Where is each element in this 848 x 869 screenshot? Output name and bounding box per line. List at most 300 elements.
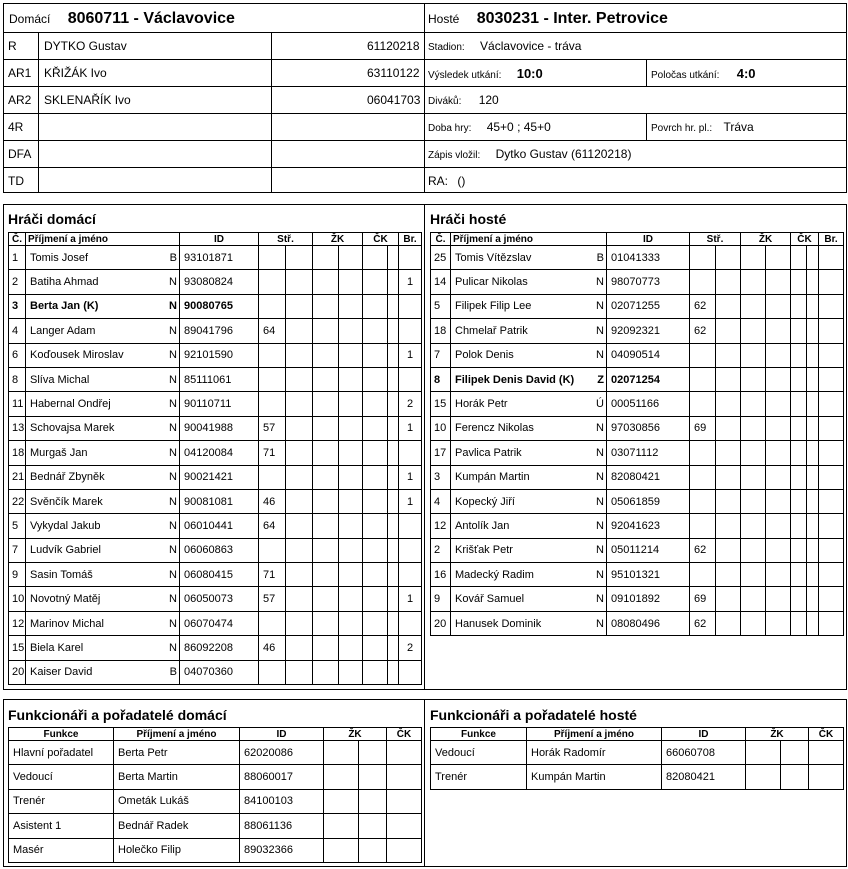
player-yellow-1 <box>313 441 339 465</box>
player-goals <box>819 563 844 587</box>
player-name: Berta Jan (K) <box>26 294 169 318</box>
player-yellow-2 <box>339 489 363 513</box>
home-col-name: Příjmení a jméno <box>26 233 180 246</box>
player-goals <box>819 319 844 343</box>
away-team-line <box>428 10 668 28</box>
home-col-no: Č. <box>9 233 26 246</box>
spectators-row <box>428 93 499 107</box>
player-red-1 <box>791 416 807 440</box>
player-red-2 <box>388 343 399 367</box>
player-name: Novotný Matěj <box>26 587 169 611</box>
player-number: 18 <box>431 319 451 343</box>
stadium-row <box>428 39 581 53</box>
player-id: 93080824 <box>180 270 259 294</box>
player-id: 04120084 <box>180 441 259 465</box>
home-func-col-role: Funkce <box>9 728 114 741</box>
player-name: Pavlica Patrik <box>451 441 594 465</box>
player-id: 06060863 <box>180 538 259 562</box>
player-row <box>9 319 422 343</box>
player-red-1 <box>363 489 388 513</box>
player-row <box>431 514 844 538</box>
functionary-role: Trenér <box>9 789 114 813</box>
player-number: 3 <box>9 294 26 318</box>
player-flag: N <box>169 465 180 489</box>
player-sub-minute: 57 <box>259 416 286 440</box>
player-goals <box>819 246 844 270</box>
player-id: 92092321 <box>607 319 690 343</box>
entered-label: Zápis vložil: <box>428 150 481 161</box>
player-goals <box>399 611 422 635</box>
player-red-1 <box>363 514 388 538</box>
functionary-id: 88061136 <box>240 814 324 838</box>
player-name: Marinov Michal <box>26 611 169 635</box>
player-yellow-1 <box>741 392 766 416</box>
player-id: 06080415 <box>180 563 259 587</box>
player-red-1 <box>363 416 388 440</box>
player-id: 92041623 <box>607 514 690 538</box>
official-role: TD <box>8 173 24 188</box>
official-role: DFA <box>8 146 32 161</box>
header-hline-5 <box>3 140 847 141</box>
functionary-yellow-1 <box>746 741 781 765</box>
player-sub-extra <box>286 270 313 294</box>
player-id: 04070360 <box>180 660 259 684</box>
player-sub-minute <box>259 465 286 489</box>
player-yellow-1 <box>313 538 339 562</box>
player-flag: N <box>169 538 180 562</box>
player-red-2 <box>807 270 819 294</box>
player-red-2 <box>388 611 399 635</box>
player-yellow-2 <box>339 294 363 318</box>
player-red-2 <box>807 441 819 465</box>
player-sub-minute: 69 <box>690 587 716 611</box>
functionary-role: Masér <box>9 838 114 862</box>
functionary-name: Horák Radomír <box>527 741 662 765</box>
player-red-2 <box>388 660 399 684</box>
player-id: 95101321 <box>607 563 690 587</box>
player-id: 90110711 <box>180 392 259 416</box>
player-flag: N <box>169 441 180 465</box>
player-row <box>9 343 422 367</box>
player-yellow-1 <box>741 319 766 343</box>
player-name: Murgaš Jan <box>26 441 169 465</box>
player-name: Kopecký Jiří <box>451 489 594 513</box>
surface-row <box>651 120 754 134</box>
functionary-row <box>9 789 422 813</box>
player-id: 05061859 <box>607 489 690 513</box>
player-name: Bednář Zbyněk <box>26 465 169 489</box>
player-red-2 <box>388 246 399 270</box>
home-team-line <box>9 10 235 28</box>
player-number: 5 <box>9 514 26 538</box>
official-role: R <box>8 38 17 53</box>
player-red-2 <box>807 343 819 367</box>
player-sub-extra <box>716 514 741 538</box>
player-yellow-2 <box>339 660 363 684</box>
player-name: Svěnčík Marek <box>26 489 169 513</box>
functionary-red <box>809 741 844 765</box>
player-yellow-2 <box>766 465 791 489</box>
player-sub-extra <box>716 611 741 635</box>
player-number: 8 <box>9 367 26 391</box>
player-red-1 <box>791 392 807 416</box>
player-row <box>9 367 422 391</box>
player-row <box>431 587 844 611</box>
functionary-row <box>9 838 422 862</box>
player-red-1 <box>363 538 388 562</box>
player-sub-extra <box>286 319 313 343</box>
player-sub-minute <box>259 611 286 635</box>
player-yellow-2 <box>339 441 363 465</box>
functionary-yellow-2 <box>359 789 387 813</box>
player-number: 12 <box>9 611 26 635</box>
player-goals <box>399 367 422 391</box>
player-goals: 1 <box>399 489 422 513</box>
functionary-red <box>387 765 422 789</box>
player-red-2 <box>388 367 399 391</box>
official-name <box>39 167 319 194</box>
official-id <box>319 140 425 167</box>
surface-value: Tráva <box>723 120 754 134</box>
player-row <box>9 563 422 587</box>
functionary-id: 89032366 <box>240 838 324 862</box>
player-number: 20 <box>431 611 451 635</box>
player-sub-minute: 57 <box>259 587 286 611</box>
functionary-id: 84100103 <box>240 789 324 813</box>
player-flag: N <box>169 563 180 587</box>
functionary-yellow-1 <box>324 741 359 765</box>
player-yellow-2 <box>339 319 363 343</box>
away-col-goals: Br. <box>819 233 844 246</box>
player-red-1 <box>791 246 807 270</box>
functionary-role: Vedoucí <box>9 765 114 789</box>
player-red-1 <box>791 538 807 562</box>
player-goals <box>399 538 422 562</box>
entered-value: Dytko Gustav (61120218) <box>495 147 632 161</box>
player-yellow-2 <box>766 441 791 465</box>
player-row <box>9 660 422 684</box>
player-row <box>9 636 422 660</box>
player-sub-extra <box>286 294 313 318</box>
functionary-row <box>9 765 422 789</box>
player-sub-minute <box>690 489 716 513</box>
player-goals <box>819 367 844 391</box>
player-red-2 <box>807 465 819 489</box>
player-flag: N <box>169 319 180 343</box>
stadium-value: Václavovice - tráva <box>480 39 582 53</box>
header-hline-6 <box>3 167 847 168</box>
player-yellow-1 <box>313 246 339 270</box>
player-row <box>431 319 844 343</box>
functionary-row <box>9 814 422 838</box>
home-func-col-rc: ČK <box>387 728 422 741</box>
player-sub-extra <box>286 660 313 684</box>
player-row <box>9 587 422 611</box>
player-number: 14 <box>431 270 451 294</box>
player-name: Vykydal Jakub <box>26 514 169 538</box>
player-yellow-1 <box>313 636 339 660</box>
player-red-1 <box>791 514 807 538</box>
playtime-row <box>428 120 551 134</box>
player-yellow-1 <box>741 270 766 294</box>
player-red-1 <box>363 392 388 416</box>
player-flag: N <box>169 392 180 416</box>
player-number: 11 <box>9 392 26 416</box>
player-flag: N <box>169 294 180 318</box>
player-yellow-1 <box>741 538 766 562</box>
away-col-no: Č. <box>431 233 451 246</box>
away-players-table <box>430 232 844 636</box>
player-sub-extra <box>286 611 313 635</box>
player-name: Filipek Filip Lee <box>451 294 594 318</box>
player-number: 22 <box>9 489 26 513</box>
player-yellow-1 <box>313 392 339 416</box>
player-yellow-1 <box>313 294 339 318</box>
player-red-1 <box>363 270 388 294</box>
player-id: 82080421 <box>607 465 690 489</box>
player-sub-minute: 62 <box>690 319 716 343</box>
functionary-role: Trenér <box>431 765 527 789</box>
player-sub-extra <box>286 246 313 270</box>
player-sub-extra <box>716 416 741 440</box>
player-flag: N <box>169 636 180 660</box>
player-id: 03071112 <box>607 441 690 465</box>
official-row <box>3 113 425 140</box>
player-sub-extra <box>286 636 313 660</box>
player-goals: 1 <box>399 416 422 440</box>
player-yellow-2 <box>766 563 791 587</box>
player-yellow-2 <box>339 343 363 367</box>
away-func-col-id: ID <box>662 728 746 741</box>
player-flag: Z <box>594 367 607 391</box>
functionary-red <box>387 789 422 813</box>
player-name: Tomis Josef <box>26 246 169 270</box>
player-row <box>9 538 422 562</box>
player-row <box>9 611 422 635</box>
functionary-row <box>431 741 844 765</box>
player-name: Madecký Radim <box>451 563 594 587</box>
official-name: DYTKO Gustav <box>44 38 127 53</box>
player-sub-extra <box>716 489 741 513</box>
player-flag: B <box>169 246 180 270</box>
player-red-1 <box>363 246 388 270</box>
halftime-label: Poločas utkání: <box>651 70 720 81</box>
player-red-1 <box>363 636 388 660</box>
player-red-1 <box>363 660 388 684</box>
player-red-1 <box>363 319 388 343</box>
player-number: 7 <box>9 538 26 562</box>
official-row <box>3 140 425 167</box>
player-goals <box>819 416 844 440</box>
official-role: AR1 <box>8 65 32 80</box>
player-row <box>431 294 844 318</box>
header-hline-top <box>3 32 847 33</box>
player-name: Horák Petr <box>451 392 594 416</box>
player-red-2 <box>807 294 819 318</box>
player-number: 9 <box>9 563 26 587</box>
player-id: 06050073 <box>180 587 259 611</box>
home-func-col-id: ID <box>240 728 324 741</box>
player-sub-extra <box>716 465 741 489</box>
player-yellow-2 <box>766 270 791 294</box>
functionary-role: Vedoucí <box>431 741 527 765</box>
functionary-name: Kumpán Martin <box>527 765 662 789</box>
player-sub-minute <box>259 246 286 270</box>
player-yellow-2 <box>766 611 791 635</box>
player-yellow-2 <box>766 343 791 367</box>
away-col-sub: Stř. <box>690 233 741 246</box>
player-id: 08080496 <box>607 611 690 635</box>
away-func-col-name: Příjmení a jméno <box>527 728 662 741</box>
player-red-1 <box>791 441 807 465</box>
player-name: Schovajsa Marek <box>26 416 169 440</box>
player-goals <box>399 441 422 465</box>
functionary-id: 88060017 <box>240 765 324 789</box>
player-yellow-1 <box>741 416 766 440</box>
player-yellow-2 <box>766 294 791 318</box>
player-red-2 <box>807 392 819 416</box>
player-name: Chmelař Patrik <box>451 319 594 343</box>
functionary-row <box>431 765 844 789</box>
player-sub-minute <box>690 246 716 270</box>
player-row <box>431 441 844 465</box>
player-sub-extra <box>716 563 741 587</box>
player-yellow-1 <box>313 563 339 587</box>
functionary-role: Hlavní pořadatel <box>9 741 114 765</box>
player-red-2 <box>388 489 399 513</box>
player-yellow-1 <box>741 514 766 538</box>
official-name <box>39 140 319 167</box>
player-flag: N <box>594 441 607 465</box>
player-name: Krišťak Petr <box>451 538 594 562</box>
player-sub-minute: 62 <box>690 538 716 562</box>
playtime-label: Doba hry: <box>428 123 472 134</box>
player-yellow-1 <box>741 489 766 513</box>
player-name: Hanusek Dominik <box>451 611 594 635</box>
player-red-2 <box>388 538 399 562</box>
player-goals: 1 <box>399 270 422 294</box>
player-goals <box>819 489 844 513</box>
player-row <box>9 270 422 294</box>
player-flag: N <box>594 611 607 635</box>
player-yellow-2 <box>766 416 791 440</box>
home-func-col-yc: ŽK <box>324 728 387 741</box>
player-red-1 <box>791 587 807 611</box>
header-vline-surface <box>646 113 647 140</box>
player-goals <box>819 538 844 562</box>
player-red-2 <box>807 489 819 513</box>
functionary-role: Asistent 1 <box>9 814 114 838</box>
player-row <box>9 489 422 513</box>
player-flag: B <box>594 246 607 270</box>
player-row <box>9 465 422 489</box>
player-sub-extra <box>286 367 313 391</box>
player-sub-minute <box>690 343 716 367</box>
player-name: Antolík Jan <box>451 514 594 538</box>
player-id: 09101892 <box>607 587 690 611</box>
player-number: 4 <box>9 319 26 343</box>
player-red-1 <box>363 563 388 587</box>
player-red-1 <box>363 294 388 318</box>
away-func-col-yc: ŽK <box>746 728 809 741</box>
halftime-row <box>651 66 756 81</box>
player-red-1 <box>363 343 388 367</box>
functionary-yellow-1 <box>324 789 359 813</box>
home-team-name: 8060711 - Václavovice <box>67 10 235 27</box>
player-id: 90081081 <box>180 489 259 513</box>
player-yellow-2 <box>339 392 363 416</box>
player-flag: N <box>594 319 607 343</box>
player-sub-minute: 62 <box>690 294 716 318</box>
playtime-value: 45+0 ; 45+0 <box>486 120 551 134</box>
player-sub-extra <box>716 270 741 294</box>
player-name: Tomis Vítězslav <box>451 246 594 270</box>
player-sub-minute: 69 <box>690 416 716 440</box>
player-row <box>431 246 844 270</box>
player-id: 06070474 <box>180 611 259 635</box>
result-label: Výsledek utkání: <box>428 70 502 81</box>
player-red-1 <box>791 319 807 343</box>
official-id <box>319 113 425 140</box>
away-team-name: 8030231 - Inter. Petrovice <box>476 10 668 27</box>
player-row <box>431 611 844 635</box>
stadium-label: Stadion: <box>428 42 465 53</box>
home-col-goals: Br. <box>399 233 422 246</box>
player-id: 93101871 <box>180 246 259 270</box>
player-yellow-1 <box>313 270 339 294</box>
player-number: 10 <box>431 416 451 440</box>
home-col-id: ID <box>180 233 259 246</box>
home-func-col-name: Příjmení a jméno <box>114 728 240 741</box>
player-name: Biela Karel <box>26 636 169 660</box>
player-name: Filipek Denis David (K) <box>451 367 594 391</box>
header-vline-result <box>646 59 647 86</box>
player-sub-minute <box>259 367 286 391</box>
player-red-1 <box>791 294 807 318</box>
player-name: Pulicar Nikolas <box>451 270 594 294</box>
player-row <box>9 294 422 318</box>
player-sub-minute <box>690 392 716 416</box>
player-red-2 <box>388 294 399 318</box>
player-yellow-1 <box>313 416 339 440</box>
player-yellow-1 <box>313 514 339 538</box>
home-col-rc: ČK <box>363 233 399 246</box>
player-sub-extra <box>716 367 741 391</box>
player-sub-minute <box>259 660 286 684</box>
player-name: Kovář Samuel <box>451 587 594 611</box>
functionary-name: Bednář Radek <box>114 814 240 838</box>
home-col-sub: Stř. <box>259 233 313 246</box>
player-number: 4 <box>431 489 451 513</box>
official-role: AR2 <box>8 92 32 107</box>
player-id: 97030856 <box>607 416 690 440</box>
player-number: 8 <box>431 367 451 391</box>
player-id: 02071255 <box>607 294 690 318</box>
player-name: Kumpán Martin <box>451 465 594 489</box>
player-sub-minute <box>690 367 716 391</box>
away-func-title: Funkcionáři a pořadatelé hosté <box>430 707 637 723</box>
player-name: Batiha Ahmad <box>26 270 169 294</box>
player-red-2 <box>388 270 399 294</box>
official-id: 61120218 <box>367 38 420 53</box>
player-yellow-1 <box>313 587 339 611</box>
player-id: 90041988 <box>180 416 259 440</box>
ra-row <box>428 174 465 188</box>
player-number: 7 <box>431 343 451 367</box>
player-sub-extra <box>716 294 741 318</box>
player-red-1 <box>791 465 807 489</box>
functionary-red <box>809 765 844 789</box>
